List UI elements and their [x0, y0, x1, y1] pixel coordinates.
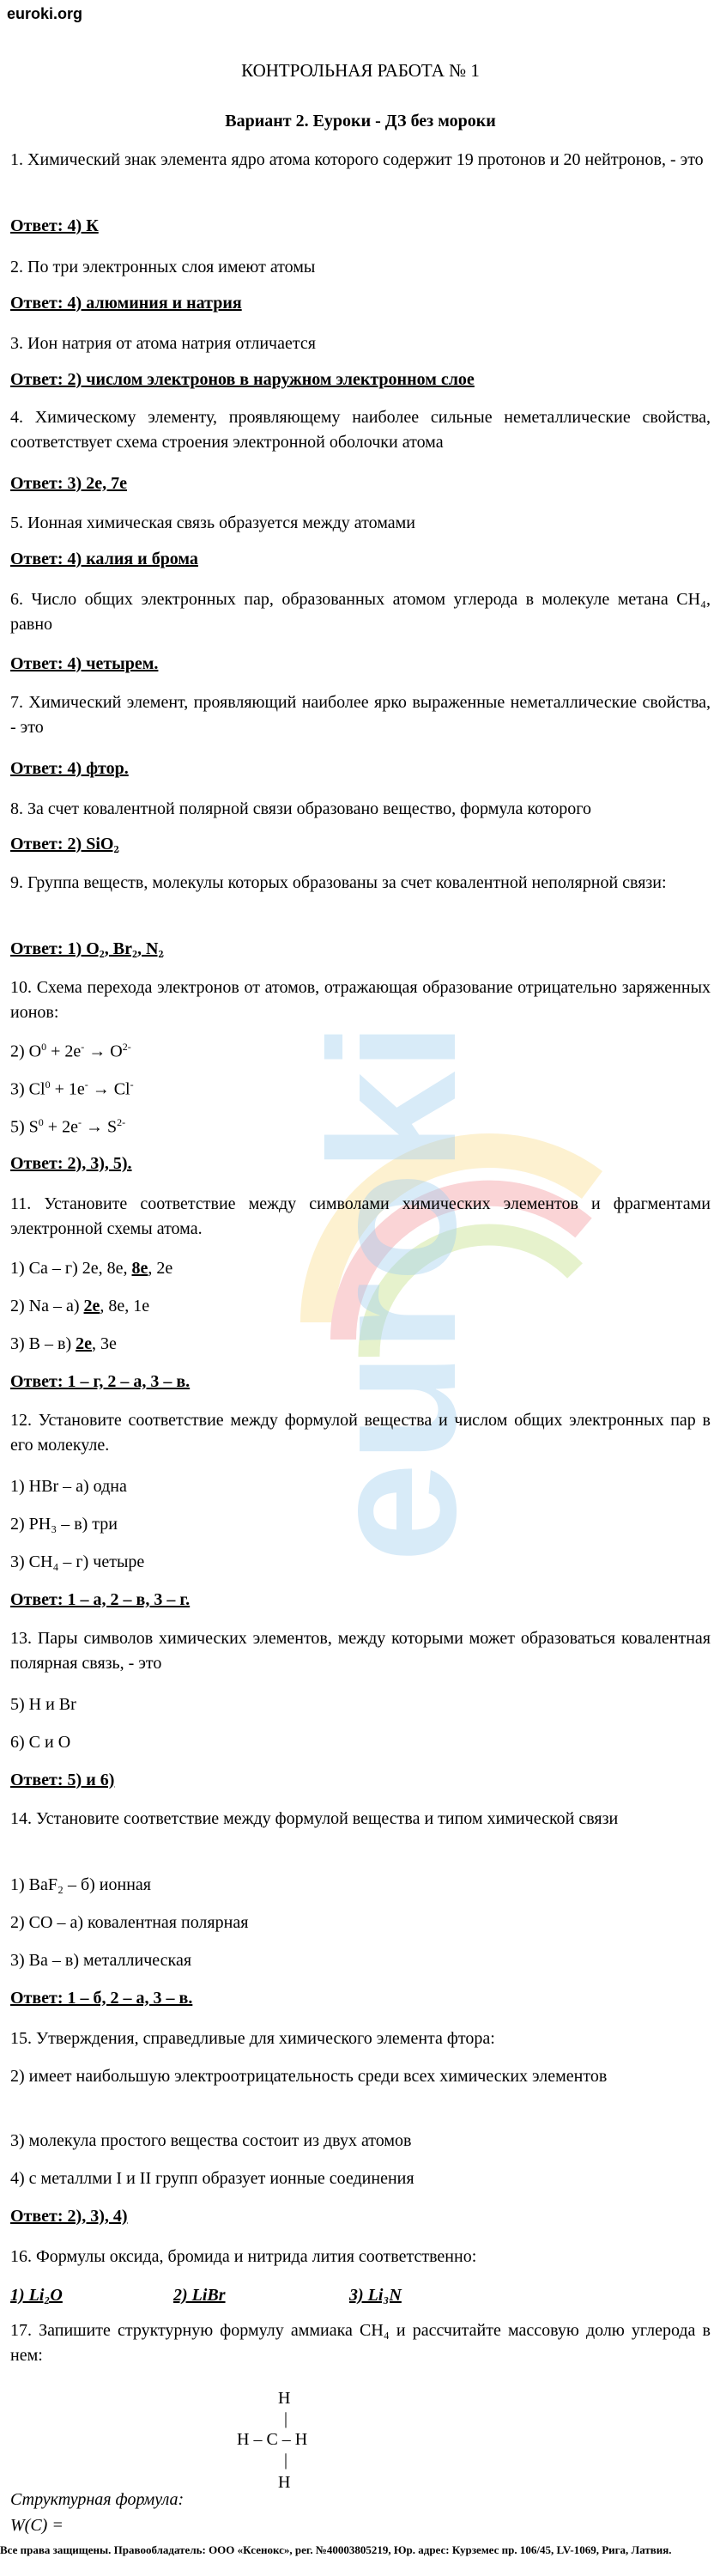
question-7: 7. Химический элемент, проявляющий наиболее ярко выраженные неметаллические свойства, - это — [10, 693, 711, 737]
struct-middle: H – C – H — [237, 2430, 308, 2449]
q14-option-2: 2) CO – а) ковалентная полярная — [10, 1913, 249, 1932]
question-3: 3. Ион натрия от атома натрия отличается — [10, 334, 316, 353]
q10-option-3: 3) $Cl^0 + 1e^- \to Cl^-$ — [10, 1078, 134, 1099]
q11-option-3: 3) В – в) 2е, 3е — [10, 1334, 117, 1353]
q16-oxide: 1) Li₂O — [10, 2286, 63, 2305]
question-11: 11. Установите соответствие между символами химических элементов и фрагментами электронной схемы атома. — [10, 1194, 711, 1238]
answer-2: Ответ: 4) алюминия и натрия — [10, 294, 242, 313]
question-5: 5. Ионная химическая связь образуется между атомами — [10, 513, 416, 532]
q13-option-6: 6) C и O — [10, 1733, 71, 1752]
answer-8: Ответ: 2) SiO₂ — [10, 835, 119, 854]
q10-option-5: 5) $S^0 + 2e^- \to S^{2-}$ — [10, 1116, 126, 1137]
struct-h-bottom: H — [278, 2473, 291, 2492]
struct-bond-bottom: | — [284, 2451, 288, 2470]
answer-13: Ответ: 5) и 6) — [10, 1771, 115, 1789]
question-6: 6. Число общих электронных пар, образованных атомом углерода в молекуле метана СН₄, равно — [10, 590, 711, 634]
q16-bromide: 2) LiBr — [173, 2286, 226, 2305]
page-title: КОНТРОЛЬНАЯ РАБОТА № 1 — [241, 60, 480, 81]
q10-option-2: 2) $O^0 + 2e^- \to O^{2-}$ — [10, 1041, 131, 1061]
answer-9: Ответ: 1) O₂, Br₂, N₂ — [10, 939, 164, 958]
question-10: 10. Схема перехода электронов от атомов, отражающая образование отрицательно заряженных ионов: — [10, 978, 711, 1022]
site-logo[interactable]: euroki.org — [7, 5, 83, 22]
question-13: 13. Пары символов химических элементов, между которыми может образоваться ковалентная полярная связь, - это — [10, 1629, 711, 1673]
q15-option-4: 4) с металлми I и II групп образует ионные соединения — [10, 2169, 414, 2188]
answer-6: Ответ: 4) четырем. — [10, 654, 159, 673]
struct-bond-top: | — [284, 2409, 288, 2428]
copyright-footer: Все права защищены. Правообладатель: ООО «Ксенокс», рег. №40003805219, Юр. адрес: Курземес пр. 106/45, LV-1069, Рига, Латвия. — [0, 2543, 672, 2556]
q14-option-1: 1) BaF₂ – б) ионная — [10, 1875, 151, 1894]
answer-3: Ответ: 2) числом электронов в наружном электронном слое — [10, 370, 475, 389]
answer-11: Ответ: 1 – г, 2 – а, 3 – в. — [10, 1372, 191, 1391]
variant-heading: Вариант 2. Еуроки - ДЗ без мороки — [225, 112, 496, 131]
answer-15: Ответ: 2), 3), 4) — [10, 2207, 128, 2226]
answer-14: Ответ: 1 – б, 2 – а, 3 – в. — [10, 1989, 193, 2008]
question-15: 15. Утверждения, справедливые для химического элемента фтора: — [10, 2029, 495, 2048]
formula-lhs: W(C) = — [10, 2516, 64, 2535]
q15-option-2: 2) имеет наибольшую электроотрицательность среди всех химических элементов — [10, 2067, 608, 2086]
watermark-text: euroki — [292, 1021, 493, 1563]
question-14: 14. Установите соответствие между формулой вещества и типом химической связи — [10, 1809, 619, 1828]
question-1: 1. Химический знак элемента ядро атома которого содержит 19 протонов и 20 нейтронов, - это — [10, 150, 704, 169]
q16-nitride: 3) Li₃N — [349, 2286, 402, 2305]
q15-option-3: 3) молекула простого вещества состоит из двух атомов — [10, 2131, 412, 2150]
q11-option-2: 2) Na – а) 2е, 8е, 1е — [10, 1297, 150, 1315]
q12-option-2: 2) PH₃ – в) три — [10, 1515, 118, 1534]
q16-answers — [10, 2286, 491, 2306]
q12-option-3: 3) CH₄ – г) четыре — [10, 1552, 145, 1571]
question-4: 4. Химическому элементу, проявляющему наиболее сильные неметаллические свойства, соответствует схема строения электронной оболочки атома — [10, 408, 711, 452]
answer-10: Ответ: 2), 3), 5). — [10, 1154, 132, 1173]
question-17: 17. Запишите структурную формулу аммиака СН₄ и рассчитайте массовую долю углерода в нем: — [10, 2321, 711, 2365]
q14-option-3: 3) Ва – в) металлическая — [10, 1951, 192, 1970]
euroki-watermark — [215, 1013, 695, 1614]
q12-option-1: 1) HBr – а) одна — [10, 1477, 127, 1496]
answer-7: Ответ: 4) фтор. — [10, 759, 129, 778]
q13-option-5: 5) H и Br — [10, 1695, 76, 1714]
question-12: 12. Установите соответствие между формулой вещества и числом общих электронных пар в его молекуле. — [10, 1411, 711, 1455]
answer-12: Ответ: 1 – а, 2 – в, 3 – г. — [10, 1590, 191, 1609]
question-16: 16. Формулы оксида, бромида и нитрида лития соответственно: — [10, 2247, 477, 2266]
answer-1: Ответ: 4) К — [10, 216, 99, 235]
question-9: 9. Группа веществ, молекулы которых образованы за счет ковалентной неполярной связи: — [10, 873, 667, 892]
struct-h-top: H — [278, 2389, 291, 2408]
structure-caption: Структурная формула: — [10, 2490, 185, 2509]
answer-4: Ответ: 3) 2е, 7е — [10, 474, 127, 493]
question-2: 2. По три электронных слоя имеют атомы — [10, 258, 316, 276]
question-8: 8. За счет ковалентной полярной связи образовано вещество, формула которого — [10, 799, 591, 818]
answer-5: Ответ: 4) калия и брома — [10, 550, 198, 568]
q11-option-1: 1) Са – г) 2е, 8е, 8е, 2е — [10, 1259, 173, 1278]
